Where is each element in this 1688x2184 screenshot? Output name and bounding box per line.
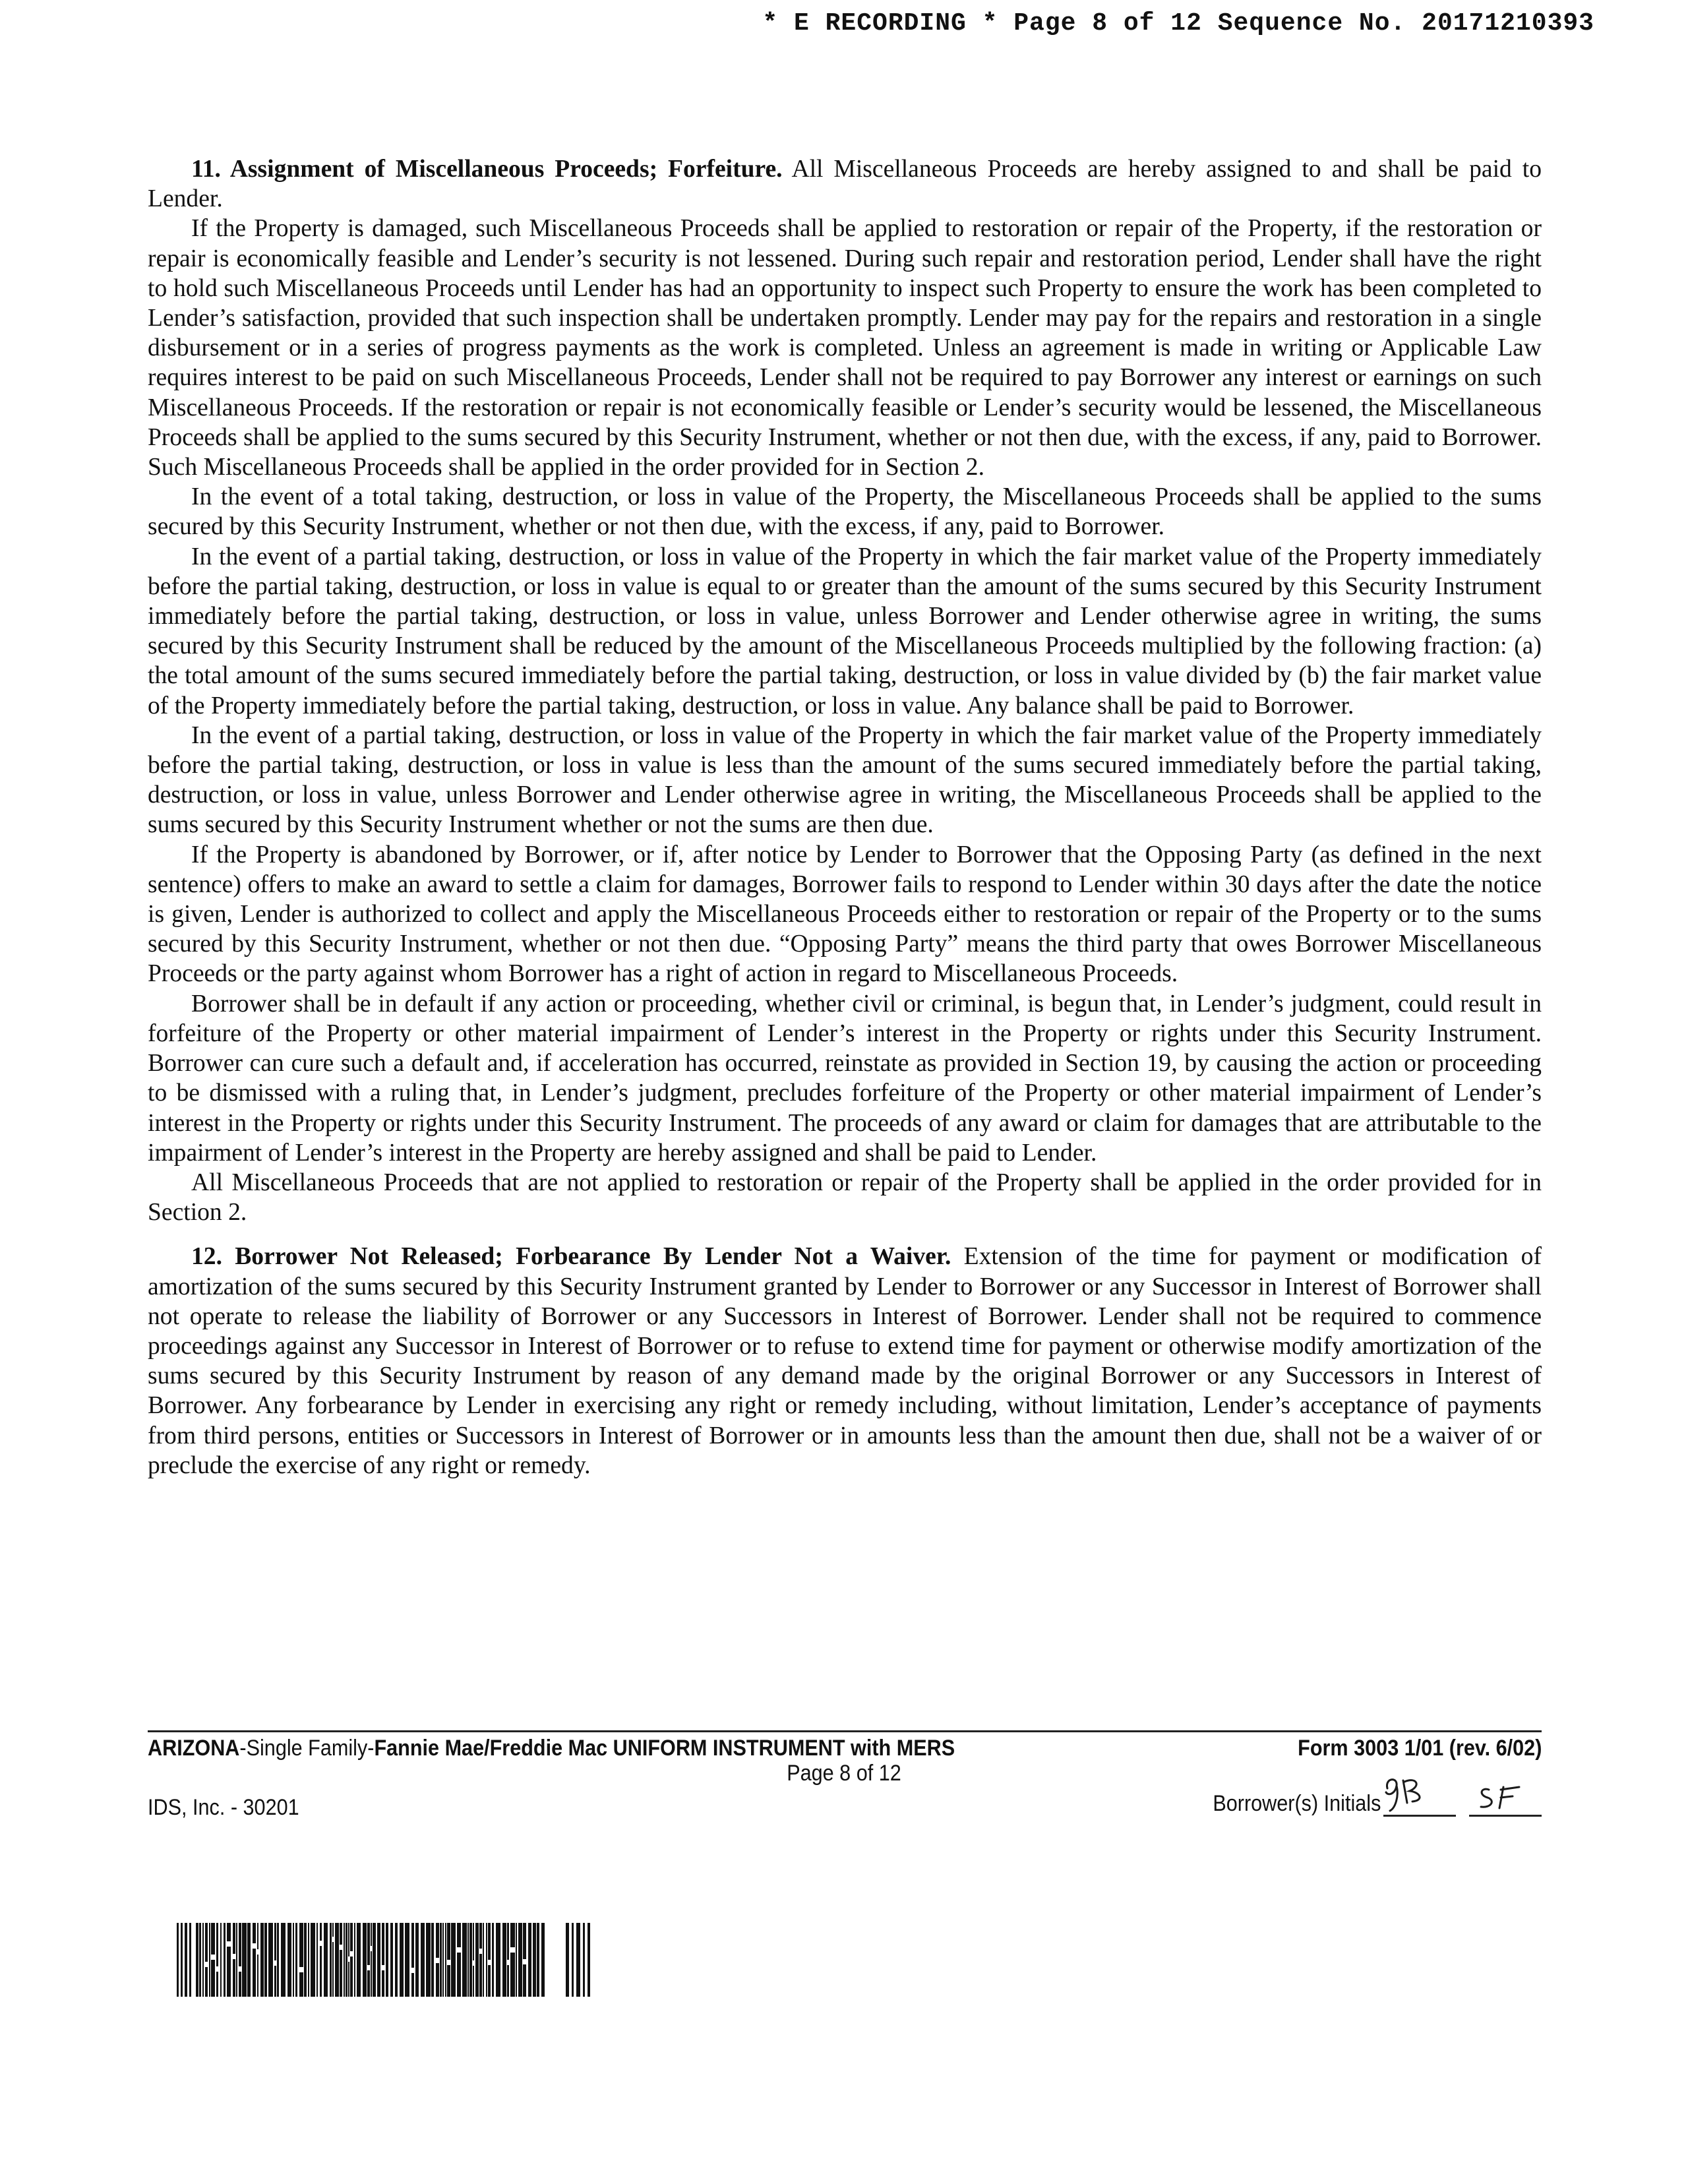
paragraph: If the Property is abandoned by Borrower, or if, after notice by Lender to Borrower that the Opposing Party (as defined in the next sentence) offers to make an award to settle a claim for damages, Borrower fails to respond to Lender within 30 days after the date the notice is given, Lender is authorized to collect and apply the Miscellaneous Proceeds either to restoration or repair of the Property or to the sums secured by this Security Instrument, whether or not then due. “Opposing Party” means the third party that owes Borrower Miscellaneous Proceeds or the party against whom Borrower has a right of action in regard to Miscellaneous Proceeds. bbox=[148, 841, 1542, 988]
section-lead-text: All Miscellaneous Proceeds are hereby assigned to and shall be paid to Lender. bbox=[148, 156, 1542, 213]
paragraph: Borrower shall be in default if any action or proceeding, whether civil or criminal, is begun that, in Lender’s judgment, could result in forfeiture of the Property or other material impairment of Lender’s interest in the Property or rights under this Security Instrument. Borrower can cure such a default and, if acceleration has occurred, reinstate as provided in Section 19, by causing the action or proceeding to be dismissed with a ruling that, in Lender’s judgment, precludes forfeiture of the Property or other material impairment of Lender’s interest in the Property or rights under this Security Instrument. The proceeds of any award or claim for damages that are attributable to the impairment of Lender’s interest in the Property are hereby assigned and shall be paid to Lender. bbox=[148, 990, 1542, 1167]
initials-signature-2 bbox=[1469, 1780, 1542, 1817]
section-heading: 12. Borrower Not Released; Forbearance By Lender Not a Waiver. bbox=[191, 1243, 951, 1271]
initials-label: Borrower(s) Initials bbox=[1212, 1791, 1381, 1816]
footer-family: -Single Family- bbox=[239, 1736, 375, 1761]
footer-state: ARIZONA bbox=[148, 1736, 240, 1761]
section-heading: 11. Assignment of Miscellaneous Proceeds; Forfeiture. bbox=[191, 156, 783, 183]
barcode-icon bbox=[177, 1923, 599, 1997]
paragraph: All Miscellaneous Proceeds that are not applied to restoration or repair of the Property shall be applied in the order provided for in Section 2. bbox=[148, 1168, 1542, 1227]
paragraph: In the event of a total taking, destruction, or loss in value of the Property, the Miscellaneous Proceeds shall be applied to the sums secured by this Security Instrument, whether or not then due, with the excess, if any, paid to Borrower. bbox=[148, 483, 1542, 541]
footer-vendor: IDS, Inc. - 30201 bbox=[148, 1795, 299, 1820]
footer-form-title bbox=[148, 1736, 955, 1761]
paragraph: If the Property is damaged, such Miscellaneous Proceeds shall be applied to restoration or repair of the Property, if the restoration or repair is economically feasible and Lender’s security is not lessened. During such repair and restoration period, Lender shall have the right to hold such Miscellaneous Proceeds until Lender has had an opportunity to inspect such Property to ensure the work has been completed to Lender’s satisfaction, provided that such inspection shall be undertaken promptly. Lender may pay for the repairs and restoration in a single disbursement or in a series of progress payments as the work is completed. Unless an agreement is made in writing or Applicable Law requires interest to be paid on such Miscellaneous Proceeds, Lender shall not be required to pay Borrower any interest or earnings on such Miscellaneous Proceeds. If the restoration or repair is not economically feasible or Lender’s security would be lessened, the Miscellaneous Proceeds shall be applied to the sums secured by this Security Instrument, whether or not then due, with the excess, if any, paid to Borrower. Such Miscellaneous Proceeds shall be applied in the order provided for in Section 2. bbox=[148, 215, 1542, 481]
recording-header: * E RECORDING * Page 8 of 12 Sequence No. 20171210393 bbox=[762, 9, 1594, 38]
initials-signature-1 bbox=[1383, 1780, 1456, 1817]
section-lead-text: Extension of the time for payment or modification of amortization of the sums secured by this Security Instrument granted by Lender to Borrower or any Successor in Interest of Borrower shall not operate to release the liability of Borrower or any Successors in Interest of Borrower. Lender shall not be required to commence proceedings against any Successor in Interest of Borrower or to refuse to extend time for payment or otherwise modify amortization of the sums secured by this Security Instrument by reason of any demand made by the original Borrower or any Successors in Interest of Borrower. Any forbearance by Lender in exercising any right or remedy including, without limitation, Lender’s acceptance of payments from third persons, entities or Successors in Interest of Borrower or in amounts less than the amount then due, shall not be a waiver of or preclude the exercise of any right or remedy. bbox=[148, 1243, 1542, 1479]
handwritten-initials-icon bbox=[1383, 1774, 1443, 1813]
handwritten-initials-icon bbox=[1469, 1780, 1542, 1813]
footer-instrument: Fannie Mae/Freddie Mac UNIFORM INSTRUMENT with MERS bbox=[374, 1736, 955, 1761]
paragraph: In the event of a partial taking, destruction, or loss in value of the Property in which the fair market value of the Property immediately before the partial taking, destruction, or loss in value is less than the amount of the sums secured immediately before the partial taking, destruction, or loss in value, unless Borrower and Lender otherwise agree in writing, the Miscellaneous Proceeds shall be applied to the sums secured by this Security Instrument whether or not the sums are then due. bbox=[148, 721, 1542, 839]
borrower-initials bbox=[1194, 1780, 1542, 1817]
section-12-lead bbox=[148, 1242, 1542, 1480]
footer-form-number: Form 3003 1/01 (rev. 6/02) bbox=[1297, 1736, 1542, 1761]
footer-divider bbox=[148, 1730, 1542, 1732]
section-11-lead bbox=[148, 154, 1542, 214]
paragraph: In the event of a partial taking, destruction, or loss in value of the Property in which the fair market value of the Property immediately before the partial taking, destruction, or loss in value is equal to or greater than the amount of the sums secured by this Security Instrument immediately before the partial taking, destruction, or loss in value, unless Borrower and Lender otherwise agree in writing, the sums secured by this Security Instrument shall be reduced by the amount of the Miscellaneous Proceeds multiplied by the following fraction: (a) the total amount of the sums secured immediately before the partial taking, destruction, or loss in value divided by (b) the fair market value of the Property immediately before the partial taking, destruction, or loss in value. Any balance shall be paid to Borrower. bbox=[148, 543, 1542, 719]
document-body bbox=[148, 154, 1542, 1480]
footer-page-number: Page 8 of 12 bbox=[787, 1761, 901, 1786]
